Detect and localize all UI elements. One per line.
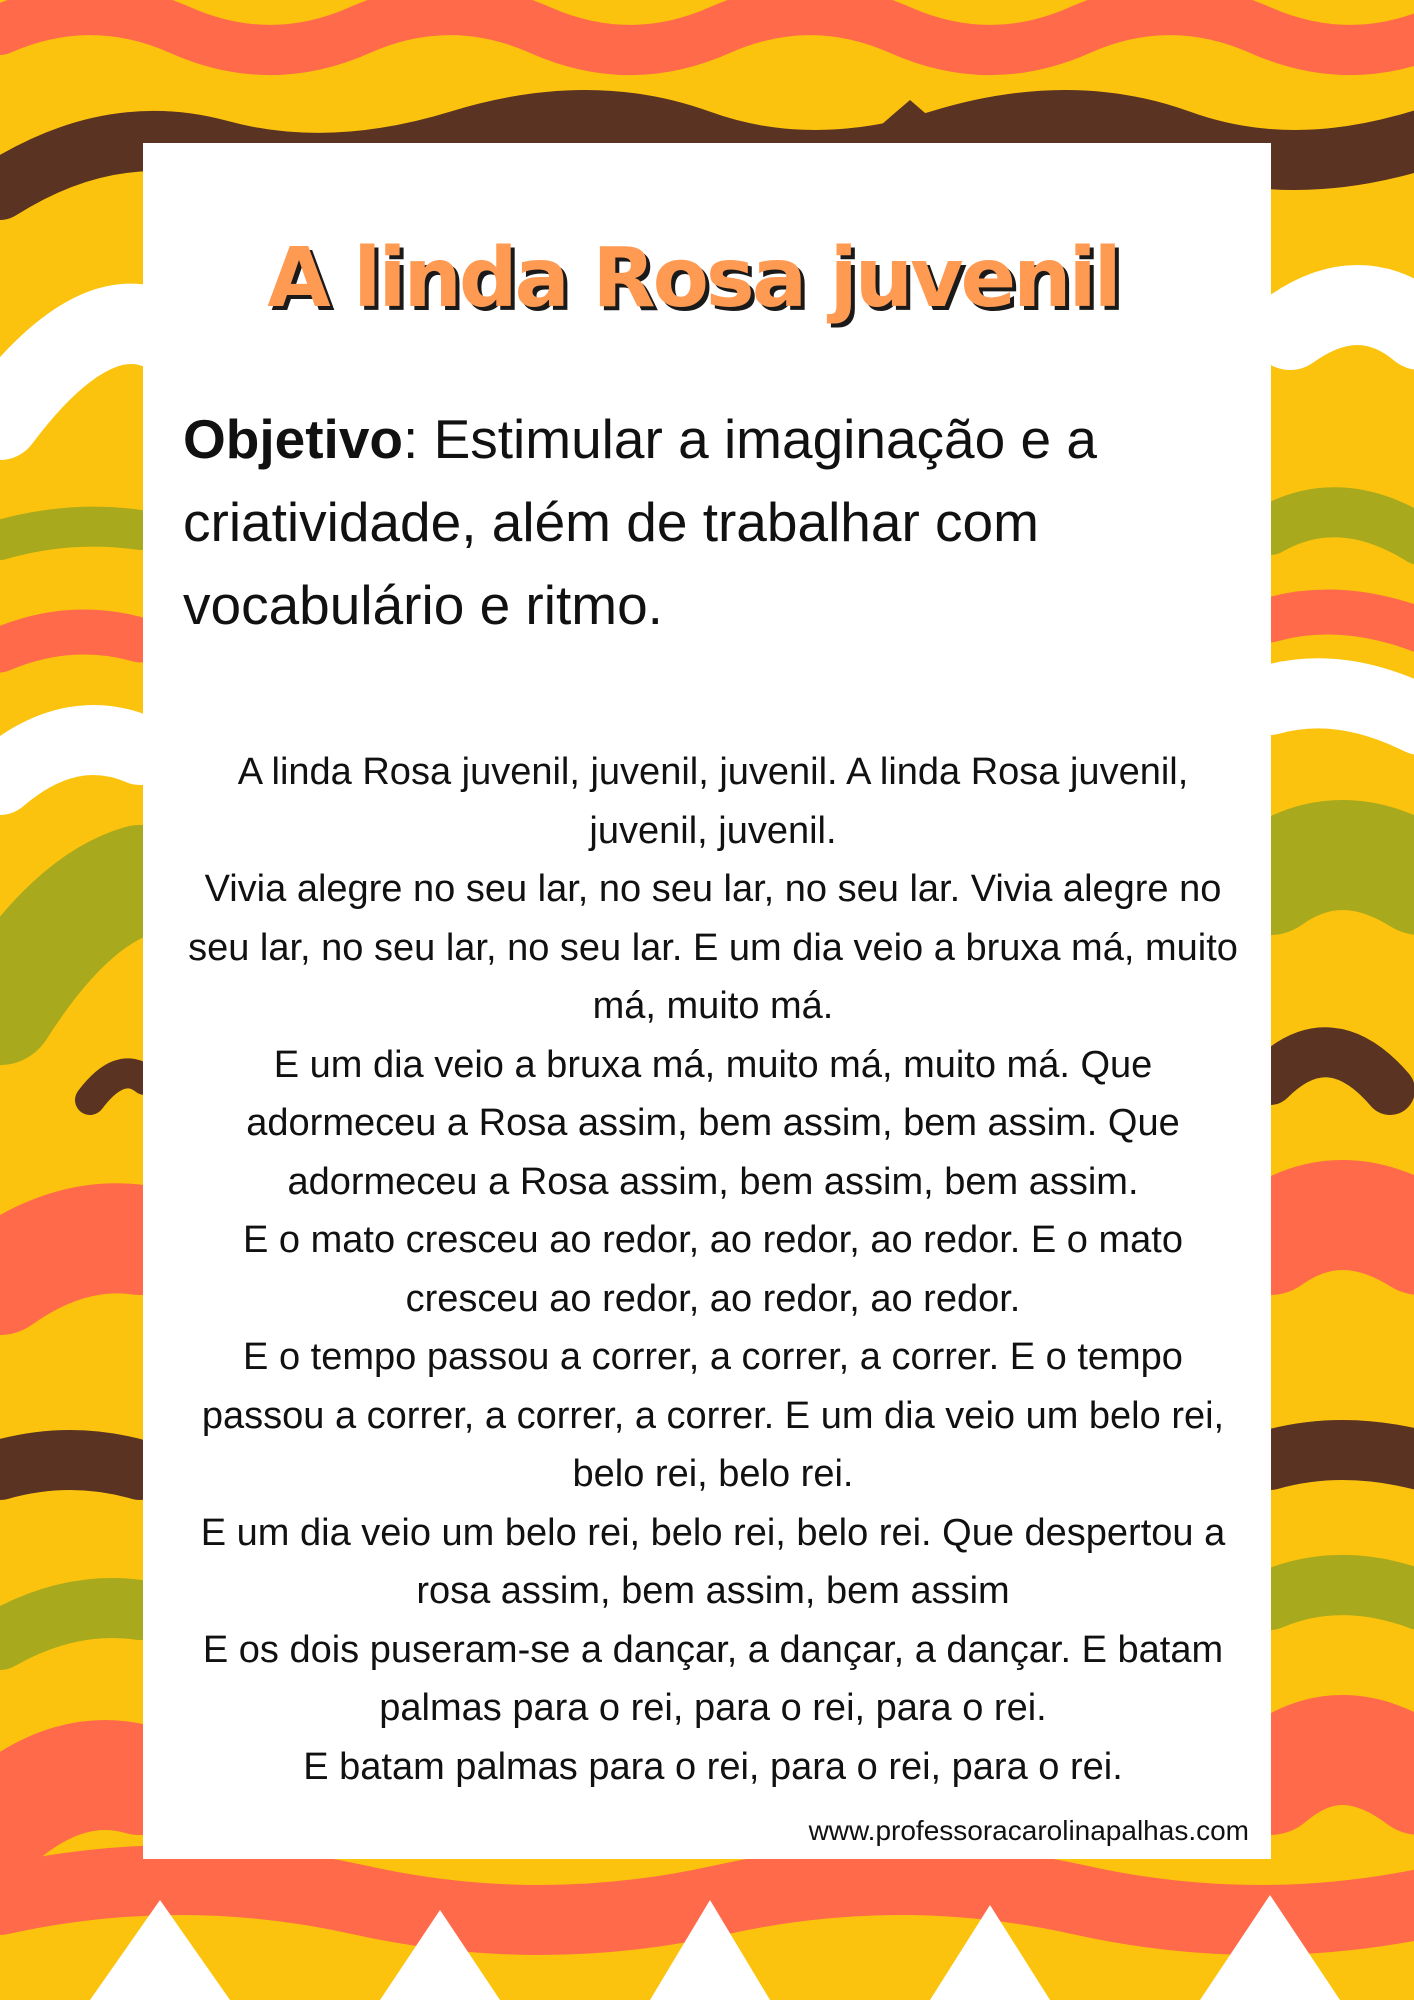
objective-text: : Estimular a imaginação e a criatividade, além de trabalhar com vocabulário e ritmo. <box>183 408 1097 636</box>
lyrics-line: E o mato cresceu ao redor, ao redor, ao redor. E o mato cresceu ao redor, ao redor, ao redor. <box>243 1219 1183 1320</box>
lyrics-line: E os dois puseram-se a dançar, a dançar, a dançar. E batam palmas para o rei, para o rei, para o rei. <box>202 1628 1224 1729</box>
objective-paragraph <box>183 398 1243 647</box>
website-url: www.professoracarolinapalhas.com <box>808 1815 1249 1846</box>
content-card <box>143 143 1271 1859</box>
song-lyrics <box>183 743 1243 1796</box>
lyrics-line: E o tempo passou a correr, a correr, a correr. E o tempo passou a correr, a correr, a correr. E um dia veio um belo rei, belo rei, belo rei. <box>201 1336 1225 1495</box>
lyrics-line: E batam palmas para o rei, para o rei, para o rei. <box>303 1745 1123 1788</box>
lyrics-line: E um dia veio um belo rei, belo rei, belo rei. Que despertou a rosa assim, bem assim, bem assim <box>200 1511 1226 1612</box>
lyrics-line: Vivia alegre no seu lar, no seu lar, no seu lar. Vivia alegre no seu lar, no seu lar, no seu lar. E um dia veio a bruxa má, muito má, muito má. <box>188 868 1238 1027</box>
objective-label: Objetivo <box>183 408 404 470</box>
lyrics-line: E um dia veio a bruxa má, muito má, muito má. Que adormeceu a Rosa assim, bem assim, bem assim. Que adormeceu a Rosa assim, bem assim, bem assim. <box>246 1043 1180 1203</box>
page-title: A linda Rosa juvenil <box>267 231 1119 326</box>
lyrics-line: A linda Rosa juvenil, juvenil, juvenil. A linda Rosa juvenil, juvenil, juvenil. <box>237 751 1189 852</box>
